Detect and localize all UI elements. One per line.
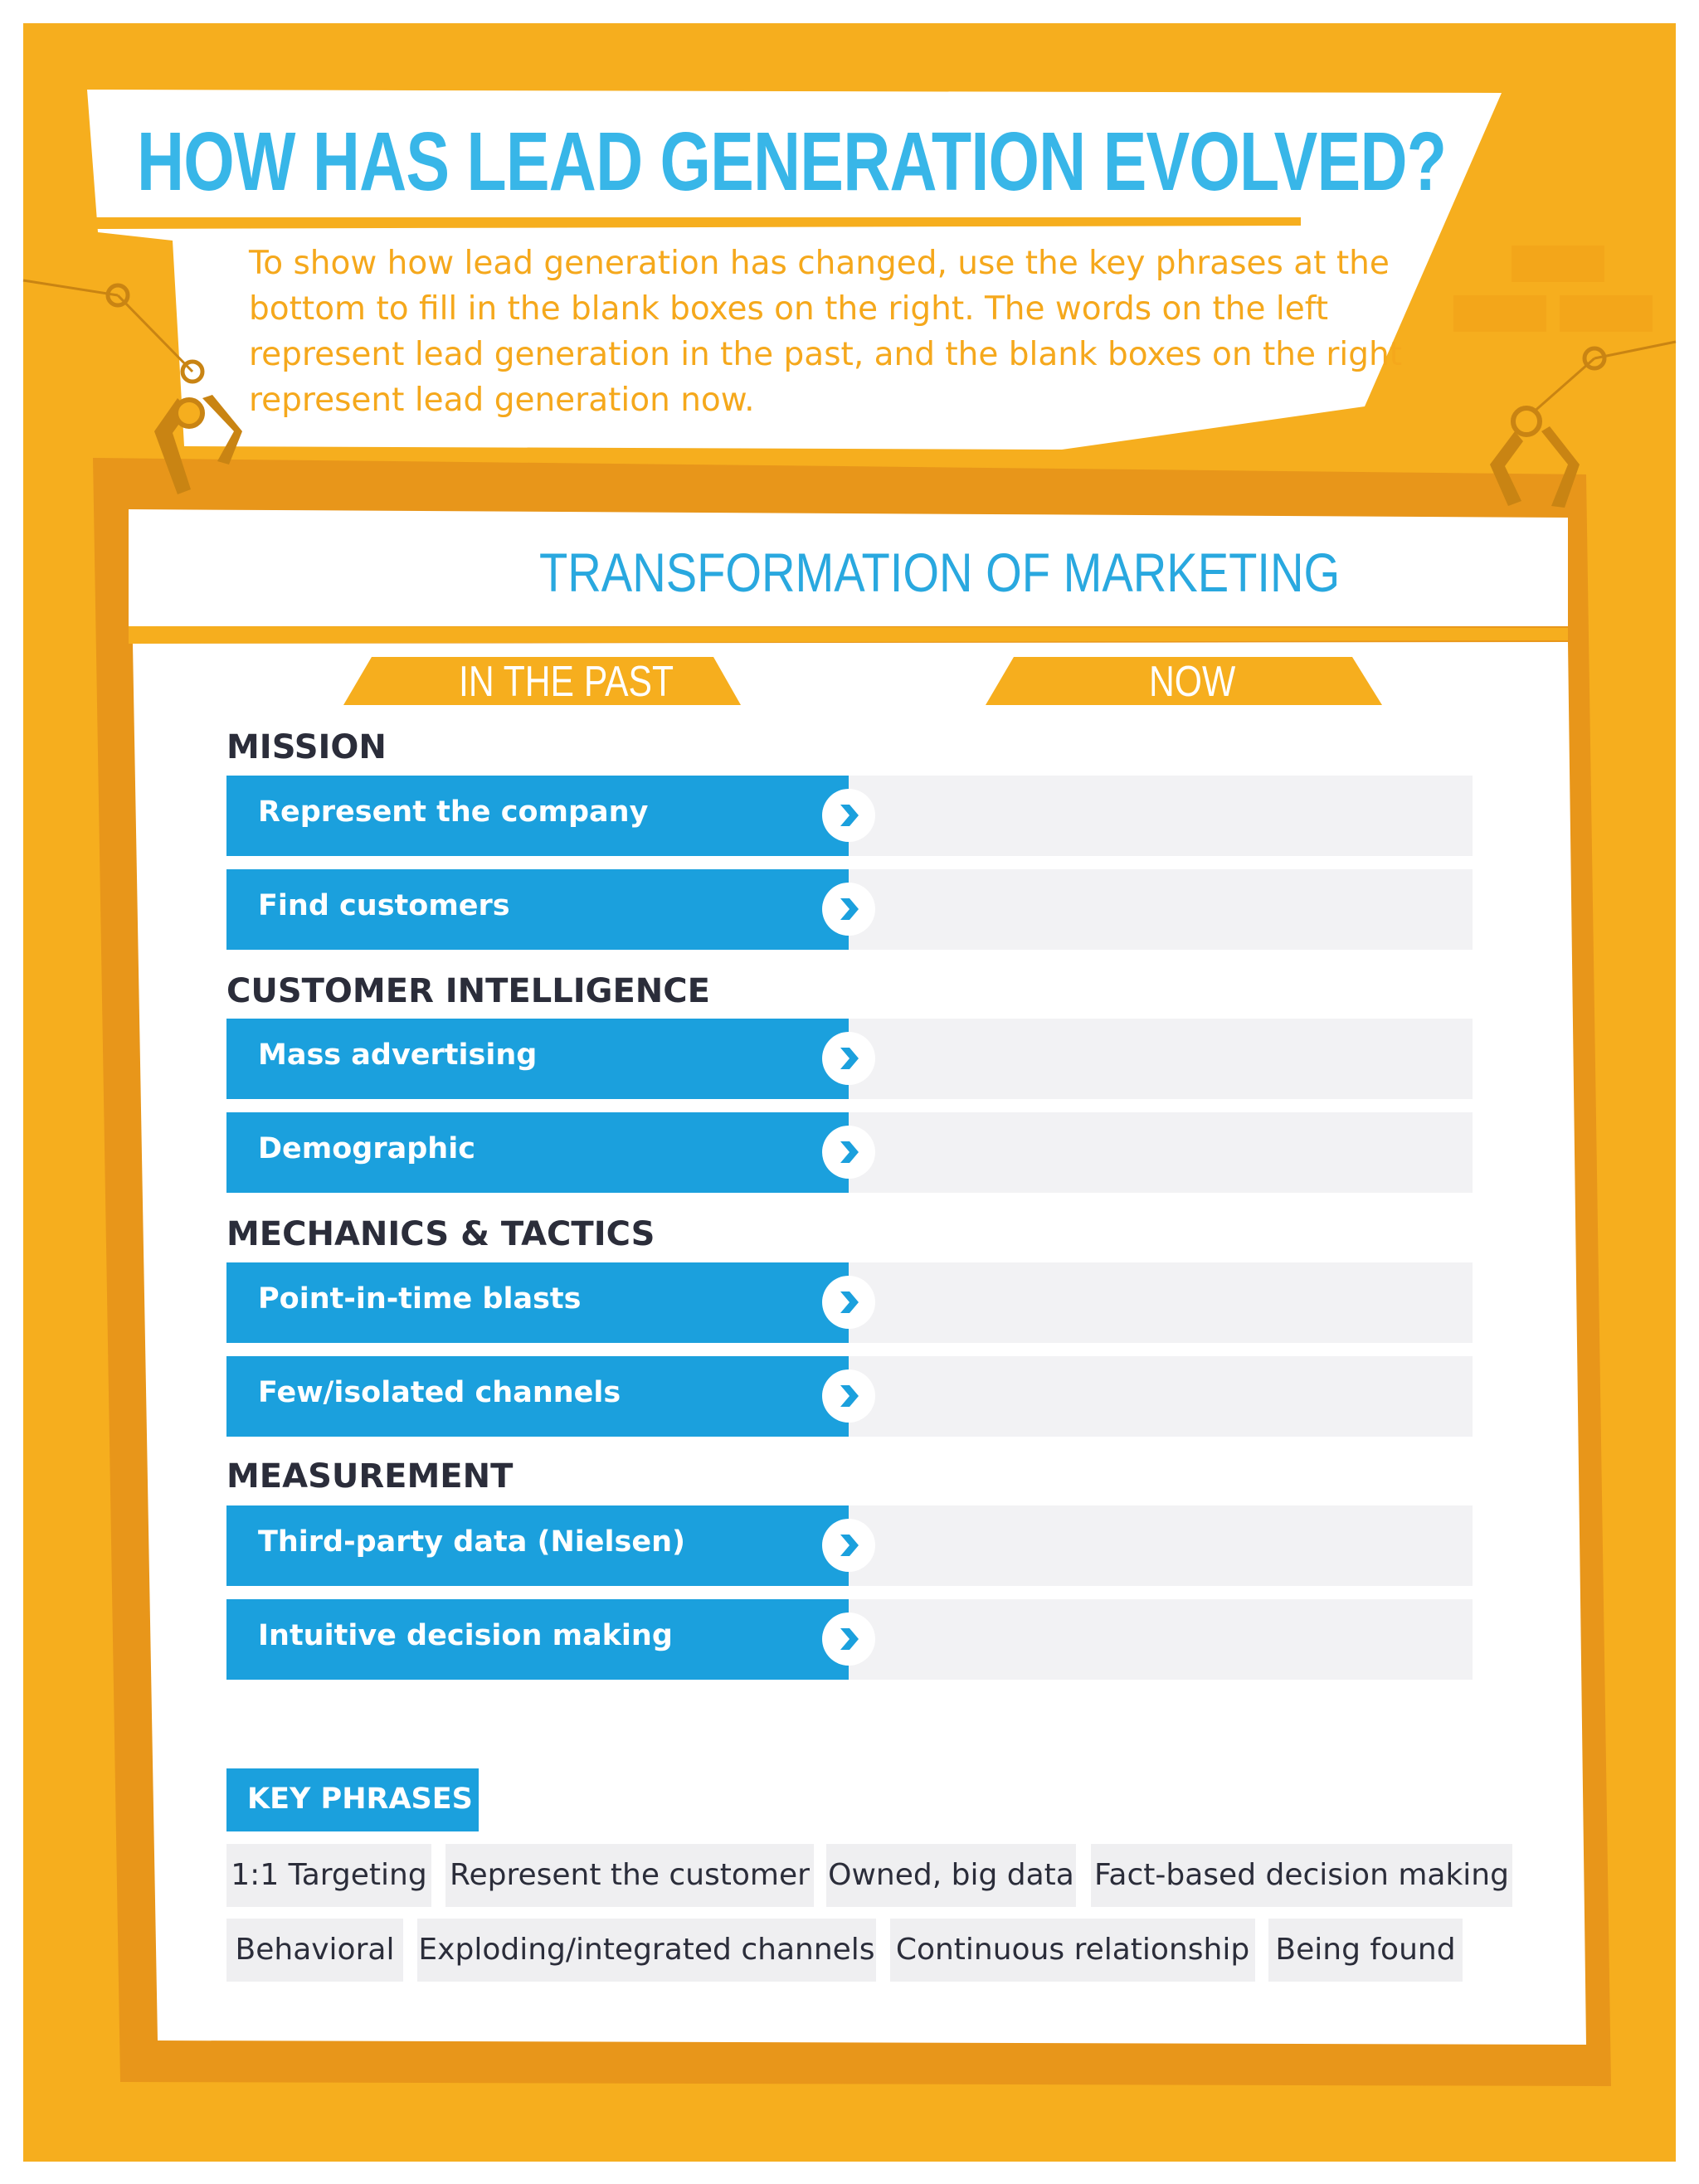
key-phrase-text: Represent the customer xyxy=(450,1858,810,1892)
key-phrase-text: Being found xyxy=(1275,1933,1456,1967)
past-cell-text: Represent the company xyxy=(258,795,649,829)
now-blank-box[interactable] xyxy=(849,1019,1473,1099)
chevron-right-icon xyxy=(822,789,875,842)
past-cell xyxy=(226,1599,849,1680)
now-blank-box[interactable] xyxy=(849,1262,1473,1343)
key-phrase-chip[interactable] xyxy=(826,1844,1076,1907)
key-phrase-chip[interactable] xyxy=(226,1919,403,1982)
now-blank-box[interactable] xyxy=(849,1112,1473,1193)
past-cell-text: Find customers xyxy=(258,889,510,922)
key-phrase-chip[interactable] xyxy=(890,1919,1255,1982)
tab-now-label: NOW xyxy=(1149,658,1236,706)
past-cell xyxy=(226,776,849,856)
chevron-right-icon xyxy=(822,1519,875,1572)
now-blank-box[interactable] xyxy=(849,1505,1473,1586)
section-title-customer-intelligence: CUSTOMER INTELLIGENCE xyxy=(226,972,710,1010)
page-title: HOW HAS LEAD GENERATION EVOLVED? xyxy=(137,115,1447,208)
table-row xyxy=(226,1599,1473,1680)
past-cell xyxy=(226,869,849,950)
key-phrase-chip[interactable] xyxy=(445,1844,814,1907)
chevron-right-icon xyxy=(822,1032,875,1085)
past-cell-text: Point-in-time blasts xyxy=(258,1282,582,1316)
now-blank-box[interactable] xyxy=(849,869,1473,950)
instructions-paragraph: To show how lead generation has changed, use the key phrases at the bottom to fill in the blank boxes on the right. The words on the left represent lead generation in the past, and the blank boxes on the right represent lead generation now. xyxy=(249,245,1402,419)
table-row xyxy=(226,1356,1473,1437)
chevron-right-icon xyxy=(822,1612,875,1666)
key-phrase-text: Behavioral xyxy=(235,1933,395,1967)
key-phrase-chip[interactable] xyxy=(1268,1919,1463,1982)
chevron-right-icon xyxy=(822,1126,875,1179)
past-cell-text: Mass advertising xyxy=(258,1038,538,1072)
table-row xyxy=(226,1112,1473,1193)
key-phrases-heading xyxy=(226,1768,479,1831)
table-row xyxy=(226,869,1473,950)
key-phrase-text: Continuous relationship xyxy=(895,1933,1250,1967)
table-row xyxy=(226,776,1473,856)
past-cell xyxy=(226,1505,849,1586)
chevron-right-icon xyxy=(822,1276,875,1329)
key-phrase-text: 1:1 Targeting xyxy=(231,1858,427,1892)
tab-in-the-past-label: IN THE PAST xyxy=(459,658,674,706)
chevron-right-icon xyxy=(822,1369,875,1423)
key-phrase-text: Owned, big data xyxy=(828,1858,1074,1892)
section-title-mechanics-tactics: MECHANICS & TACTICS xyxy=(226,1215,655,1253)
now-blank-box[interactable] xyxy=(849,1356,1473,1437)
past-cell xyxy=(226,1262,849,1343)
past-cell-text: Intuitive decision making xyxy=(258,1619,673,1652)
section-title-mission: MISSION xyxy=(226,728,387,766)
key-phrase-chip[interactable] xyxy=(417,1919,876,1982)
table-row xyxy=(226,1505,1473,1586)
past-cell-text: Few/isolated channels xyxy=(258,1376,621,1409)
table-row xyxy=(226,1262,1473,1343)
section-title-measurement: MEASUREMENT xyxy=(226,1457,514,1496)
panel-heading: TRANSFORMATION OF MARKETING xyxy=(539,542,1341,603)
past-cell xyxy=(226,1112,849,1193)
past-cell-text: Third-party data (Nielsen) xyxy=(258,1525,686,1559)
past-cell xyxy=(226,1019,849,1099)
table-row xyxy=(226,1019,1473,1099)
chevron-right-icon xyxy=(822,883,875,936)
key-phrase-chip[interactable] xyxy=(226,1844,431,1907)
key-phrase-chip[interactable] xyxy=(1091,1844,1512,1907)
key-phrase-text: Fact-based decision making xyxy=(1094,1858,1509,1892)
now-blank-box[interactable] xyxy=(849,776,1473,856)
key-phrases-heading-text: KEY PHRASES xyxy=(247,1783,473,1816)
past-cell-text: Demographic xyxy=(258,1132,475,1165)
past-cell xyxy=(226,1356,849,1437)
key-phrase-text: Exploding/integrated channels xyxy=(418,1933,875,1967)
now-blank-box[interactable] xyxy=(849,1599,1473,1680)
